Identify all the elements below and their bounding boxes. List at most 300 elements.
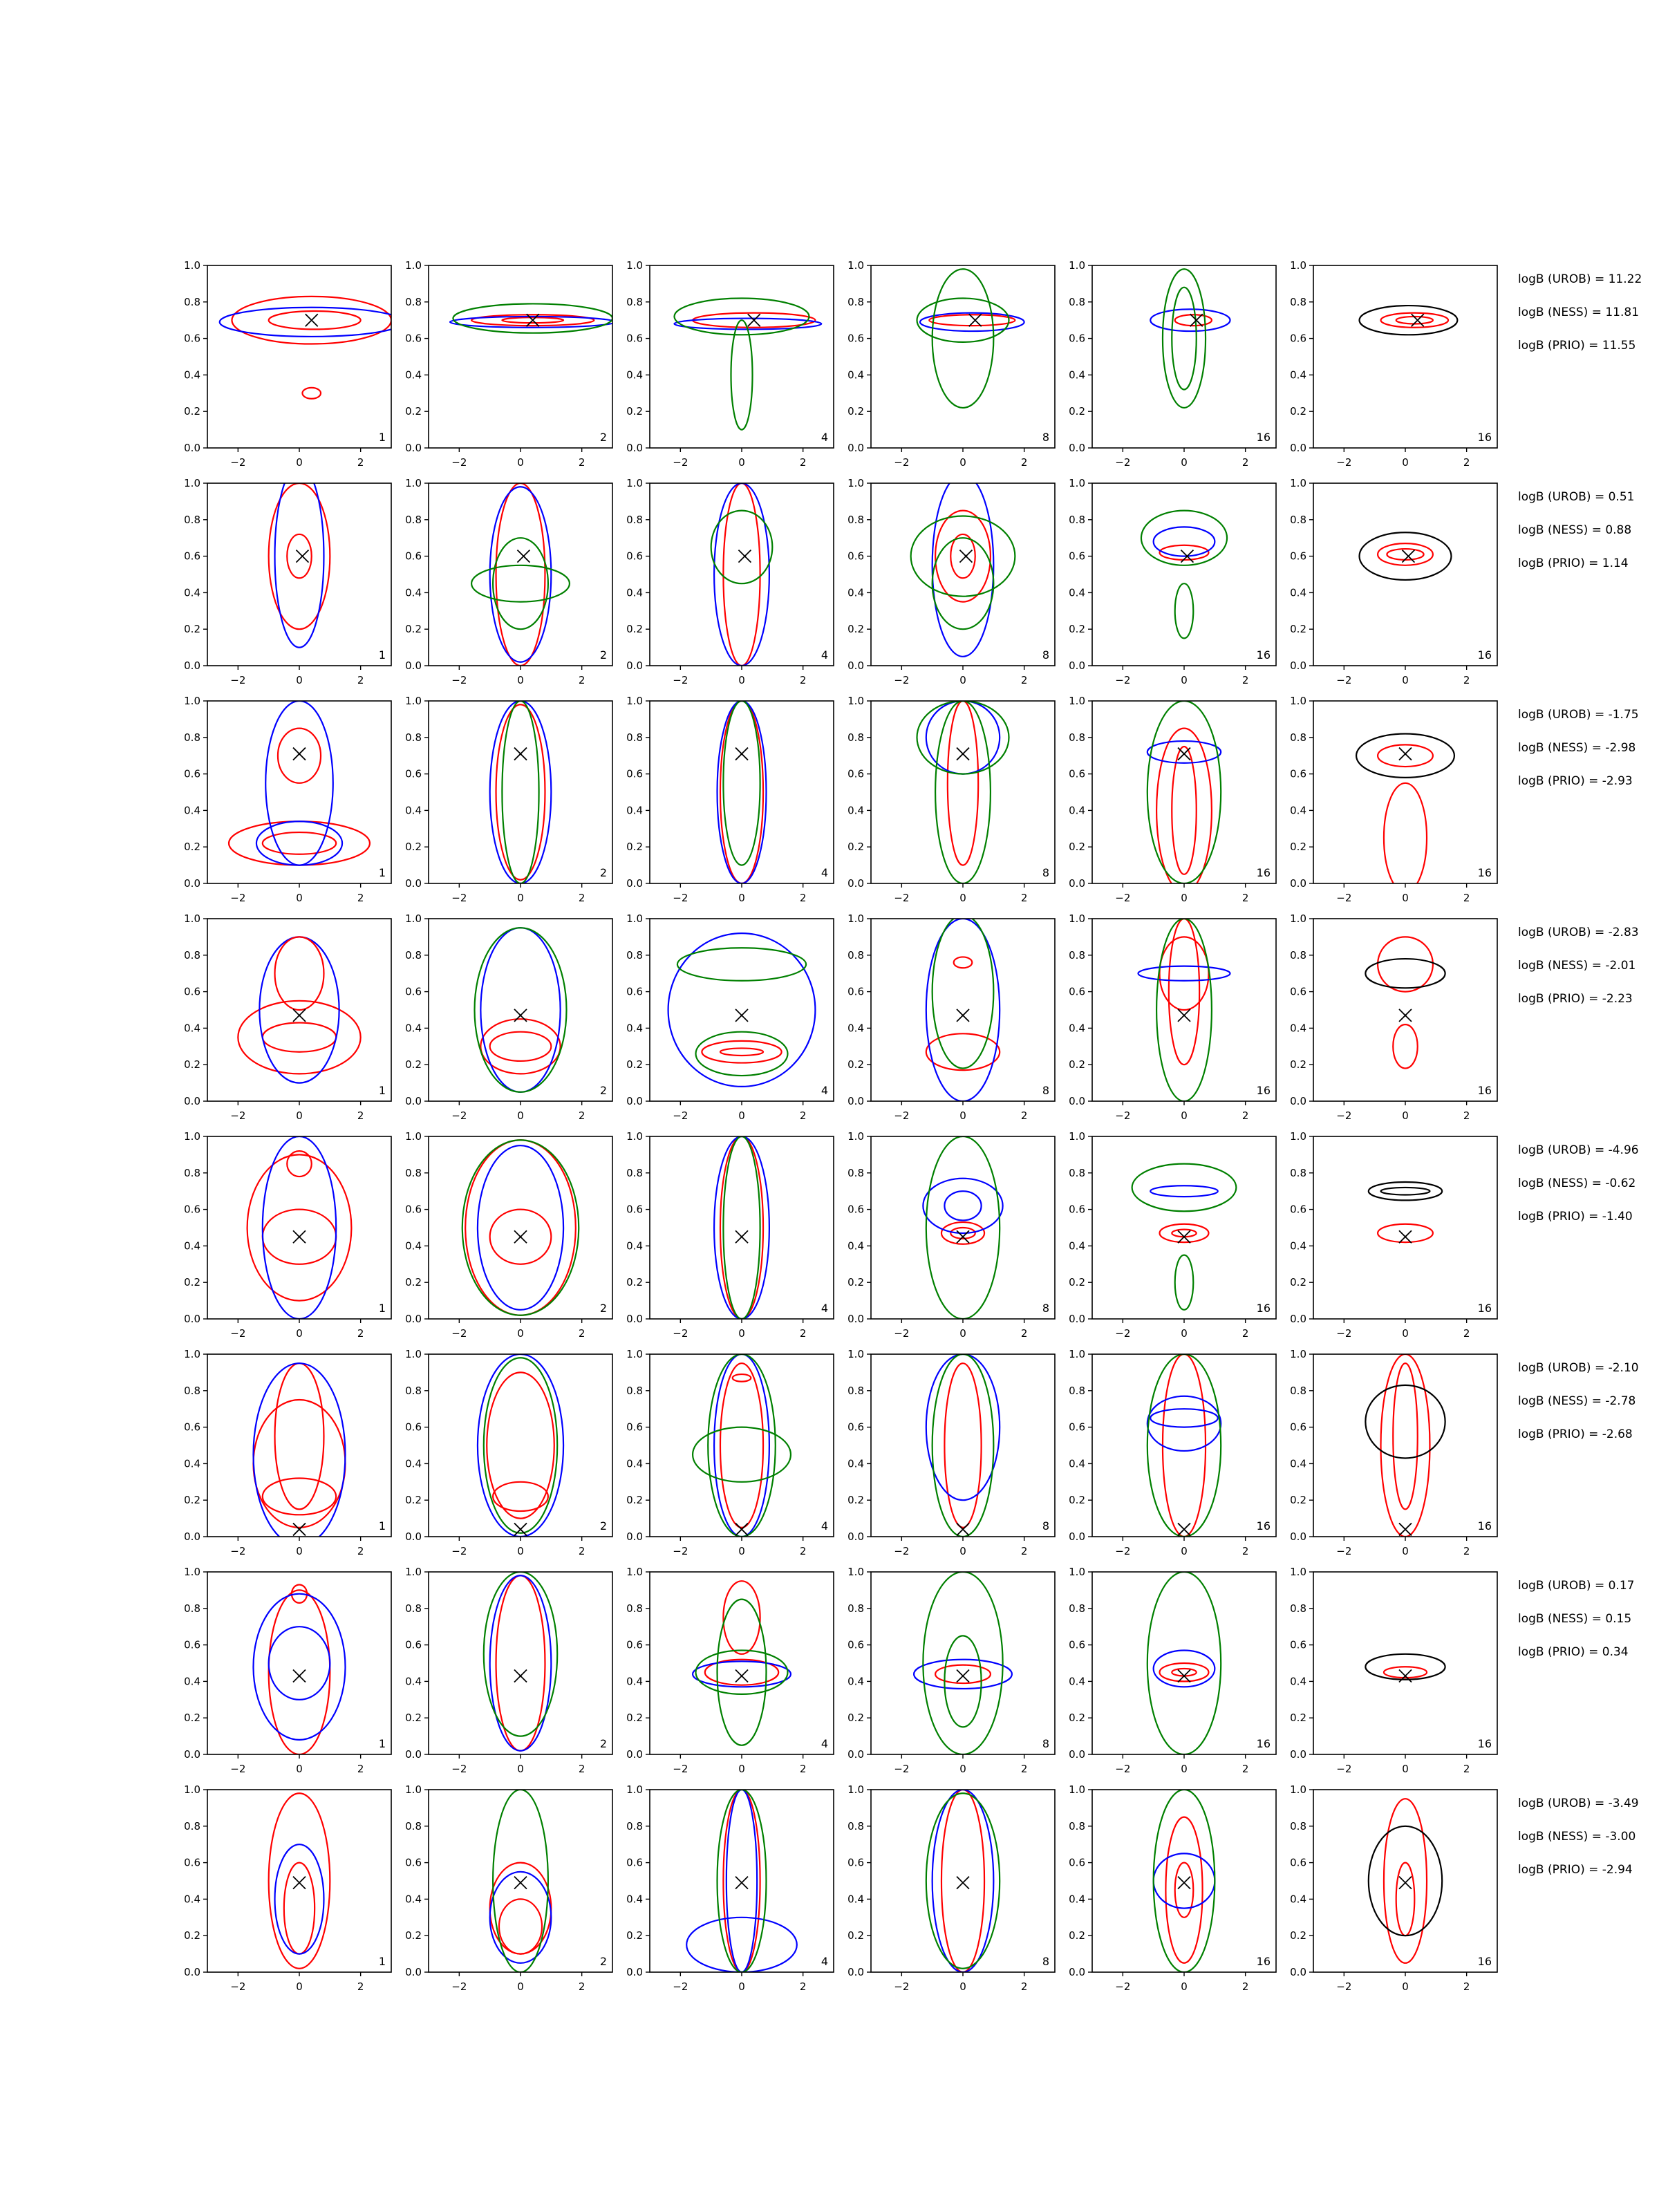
y-tick-label: 0.0 bbox=[184, 1313, 200, 1325]
y-tick-label: 1.0 bbox=[1290, 695, 1306, 707]
panel-label: 4 bbox=[821, 648, 828, 662]
panel-r2-c6 bbox=[1290, 477, 1497, 686]
panel-label: 2 bbox=[599, 1955, 607, 1968]
contour-blue-3 bbox=[478, 1354, 563, 1537]
panel-r8-c1 bbox=[184, 1783, 391, 1993]
y-tick-label: 0.2 bbox=[847, 841, 864, 854]
panel-label: 16 bbox=[1477, 648, 1492, 662]
contour-red-2 bbox=[1378, 543, 1433, 565]
x-tick-label: 2 bbox=[1463, 1545, 1470, 1557]
y-tick-label: 0.4 bbox=[847, 804, 864, 817]
y-tick-label: 0.0 bbox=[184, 659, 200, 672]
y-tick-label: 0.0 bbox=[626, 877, 643, 890]
x-tick-label: −2 bbox=[673, 1109, 688, 1122]
panel-r7-c2 bbox=[405, 1566, 612, 1775]
x-tick-label: 0 bbox=[517, 1327, 524, 1340]
logb-prio: logB (PRIO) = -2.68 bbox=[1518, 1427, 1633, 1441]
y-tick-label: 0.0 bbox=[1069, 1530, 1085, 1543]
x-tick-label: 0 bbox=[296, 892, 303, 904]
contour-blue-2 bbox=[1154, 527, 1215, 556]
x-tick-label: 0 bbox=[738, 1545, 745, 1557]
y-tick-label: 0.4 bbox=[405, 368, 422, 382]
contour-green-5 bbox=[1175, 1255, 1194, 1310]
truth-marker bbox=[293, 1877, 306, 1889]
panel-r1-c3 bbox=[626, 259, 834, 469]
y-tick-label: 0.4 bbox=[1290, 586, 1306, 599]
panel-label: 1 bbox=[378, 1519, 386, 1533]
y-tick-label: 0.4 bbox=[1069, 804, 1085, 817]
y-tick-label: 0.2 bbox=[405, 841, 422, 854]
panel-frame bbox=[650, 701, 834, 883]
contour-red-2 bbox=[720, 1048, 763, 1056]
y-tick-label: 0.0 bbox=[405, 1530, 422, 1543]
logb-ness: logB (NESS) = 0.15 bbox=[1518, 1612, 1632, 1626]
y-tick-label: 0.8 bbox=[1290, 295, 1306, 308]
y-tick-label: 0.2 bbox=[1290, 1929, 1306, 1942]
truth-marker bbox=[735, 1523, 748, 1535]
y-tick-label: 0.4 bbox=[184, 1675, 200, 1688]
y-tick-label: 0.4 bbox=[1290, 1239, 1306, 1253]
x-tick-label: 2 bbox=[357, 1763, 364, 1775]
y-tick-label: 1.0 bbox=[1290, 1348, 1306, 1360]
x-tick-label: −2 bbox=[230, 1327, 246, 1340]
x-tick-label: 0 bbox=[959, 1763, 966, 1775]
y-tick-label: 0.4 bbox=[847, 368, 864, 382]
y-tick-label: 0.4 bbox=[405, 1239, 422, 1253]
x-tick-label: −2 bbox=[451, 892, 467, 904]
panel-label: 8 bbox=[1042, 1084, 1049, 1097]
contour-red-1 bbox=[496, 483, 545, 666]
y-tick-label: 0.4 bbox=[1069, 1675, 1085, 1688]
y-tick-label: 1.0 bbox=[626, 1566, 643, 1578]
y-tick-label: 0.4 bbox=[847, 1239, 864, 1253]
y-tick-label: 0.2 bbox=[1069, 1058, 1085, 1071]
logb-ness: logB (NESS) = -0.62 bbox=[1518, 1177, 1636, 1190]
y-tick-label: 0.6 bbox=[405, 985, 422, 998]
x-tick-label: 2 bbox=[799, 674, 807, 686]
x-tick-label: −2 bbox=[1336, 1545, 1352, 1557]
y-tick-label: 0.8 bbox=[847, 1819, 864, 1833]
contour-green-3 bbox=[932, 1354, 994, 1537]
contour-red-1 bbox=[1165, 1817, 1202, 1963]
panel-label: 16 bbox=[1477, 1519, 1492, 1533]
y-tick-label: 0.6 bbox=[405, 550, 422, 563]
y-tick-label: 0.0 bbox=[626, 1313, 643, 1325]
logb-annotations-row-2 bbox=[1518, 490, 1634, 570]
x-tick-label: −2 bbox=[673, 456, 688, 469]
panel-frame bbox=[1313, 1136, 1497, 1319]
truth-marker bbox=[969, 314, 982, 326]
contour-blue-3 bbox=[1150, 1185, 1218, 1197]
contour-black-3 bbox=[1356, 734, 1454, 778]
y-tick-label: 0.8 bbox=[405, 513, 422, 526]
x-tick-label: −2 bbox=[1115, 674, 1131, 686]
x-tick-label: −2 bbox=[1336, 674, 1352, 686]
panel-frame bbox=[429, 483, 612, 666]
y-tick-label: 1.0 bbox=[626, 477, 643, 489]
y-tick-label: 1.0 bbox=[405, 1348, 422, 1360]
contour-green-4 bbox=[1172, 288, 1196, 390]
x-tick-label: 2 bbox=[578, 1980, 585, 1993]
contour-red-2 bbox=[487, 1372, 554, 1518]
x-tick-label: 2 bbox=[578, 456, 585, 469]
panel-label: 16 bbox=[1477, 1737, 1492, 1750]
panel-frame bbox=[1313, 1790, 1497, 1972]
y-tick-label: 1.0 bbox=[626, 912, 643, 925]
y-tick-label: 1.0 bbox=[1290, 912, 1306, 925]
y-tick-label: 0.6 bbox=[1069, 1203, 1085, 1216]
panel-label: 16 bbox=[1477, 1955, 1492, 1968]
x-tick-label: −2 bbox=[894, 456, 910, 469]
x-tick-label: 2 bbox=[357, 1109, 364, 1122]
y-tick-label: 0.8 bbox=[626, 1384, 643, 1397]
x-tick-label: 2 bbox=[1463, 1763, 1470, 1775]
y-tick-label: 1.0 bbox=[1290, 259, 1306, 272]
y-tick-label: 0.2 bbox=[847, 1929, 864, 1942]
x-tick-label: 2 bbox=[1020, 1327, 1028, 1340]
y-tick-label: 0.4 bbox=[1069, 1022, 1085, 1035]
y-tick-label: 0.4 bbox=[1069, 1893, 1085, 1906]
x-tick-label: −2 bbox=[1336, 1327, 1352, 1340]
panel-r2-c2 bbox=[405, 477, 612, 686]
y-tick-label: 0.0 bbox=[405, 659, 422, 672]
panel-r3-c5 bbox=[1069, 695, 1276, 904]
contour-blue-2 bbox=[926, 1354, 1000, 1500]
panel-label: 16 bbox=[1477, 1084, 1492, 1097]
x-tick-label: 2 bbox=[1020, 456, 1028, 469]
panel-label: 16 bbox=[1256, 1955, 1271, 1968]
logb-prio: logB (PRIO) = 11.55 bbox=[1518, 339, 1636, 353]
truth-marker bbox=[1399, 1230, 1412, 1243]
contour-green-3 bbox=[502, 701, 538, 883]
contour-green-3 bbox=[1163, 269, 1206, 408]
contour-red-2 bbox=[287, 534, 311, 578]
contour-black-3 bbox=[1365, 1385, 1445, 1459]
y-tick-label: 0.6 bbox=[1290, 985, 1306, 998]
x-tick-label: 2 bbox=[357, 674, 364, 686]
panel-r5-c2 bbox=[405, 1130, 612, 1340]
y-tick-label: 0.8 bbox=[184, 1819, 200, 1833]
panel-frame bbox=[429, 265, 612, 448]
contour-blue-4 bbox=[944, 1191, 981, 1220]
contour-blue-2 bbox=[490, 487, 552, 662]
y-tick-label: 0.0 bbox=[847, 659, 864, 672]
y-tick-label: 0.6 bbox=[847, 1856, 864, 1869]
panel-frame bbox=[1313, 1572, 1497, 1754]
panel-label: 1 bbox=[378, 1302, 386, 1315]
x-tick-label: 2 bbox=[1020, 1763, 1028, 1775]
truth-marker bbox=[1178, 1009, 1190, 1022]
contour-red-1 bbox=[1160, 1224, 1209, 1242]
contour-green-4 bbox=[1147, 1354, 1221, 1537]
y-tick-label: 0.4 bbox=[847, 586, 864, 599]
x-tick-label: 0 bbox=[296, 456, 303, 469]
y-tick-label: 0.6 bbox=[1290, 1203, 1306, 1216]
x-tick-label: 2 bbox=[357, 456, 364, 469]
contour-red-2 bbox=[1172, 1230, 1196, 1237]
x-tick-label: −2 bbox=[230, 1763, 246, 1775]
y-tick-label: 0.0 bbox=[1069, 877, 1085, 890]
y-tick-label: 0.4 bbox=[1290, 1457, 1306, 1470]
logb-annotations-row-7 bbox=[1518, 1579, 1634, 1659]
y-tick-label: 0.6 bbox=[184, 1638, 200, 1651]
panel-r6-c3 bbox=[626, 1348, 834, 1557]
truth-marker bbox=[959, 550, 972, 563]
y-tick-label: 0.4 bbox=[626, 1239, 643, 1253]
y-tick-label: 0.2 bbox=[1290, 1058, 1306, 1071]
x-tick-label: −2 bbox=[1336, 456, 1352, 469]
contour-red-3 bbox=[275, 1363, 324, 1509]
contour-blue-3 bbox=[275, 1844, 324, 1953]
panel-frame bbox=[650, 919, 834, 1101]
y-tick-label: 0.6 bbox=[847, 550, 864, 563]
panel-frame bbox=[207, 265, 391, 448]
x-tick-label: 0 bbox=[1402, 456, 1409, 469]
contour-red-2 bbox=[1378, 744, 1433, 767]
y-tick-label: 0.8 bbox=[405, 1384, 422, 1397]
y-tick-label: 0.2 bbox=[184, 623, 200, 636]
y-tick-label: 0.2 bbox=[405, 1929, 422, 1942]
contour-red-2 bbox=[254, 1400, 346, 1528]
y-tick-label: 0.0 bbox=[184, 442, 200, 454]
y-tick-label: 0.0 bbox=[1069, 1095, 1085, 1107]
y-tick-label: 0.2 bbox=[847, 1058, 864, 1071]
truth-marker bbox=[293, 1009, 306, 1022]
y-tick-label: 1.0 bbox=[1069, 1566, 1085, 1578]
x-tick-label: 0 bbox=[959, 1327, 966, 1340]
y-tick-label: 0.6 bbox=[405, 332, 422, 345]
x-tick-label: 2 bbox=[357, 1980, 364, 1993]
y-tick-label: 0.0 bbox=[1290, 877, 1306, 890]
y-tick-label: 0.8 bbox=[184, 1384, 200, 1397]
y-tick-label: 0.6 bbox=[1290, 332, 1306, 345]
x-tick-label: 0 bbox=[1402, 1980, 1409, 1993]
y-tick-label: 0.0 bbox=[1069, 1748, 1085, 1761]
x-tick-label: −2 bbox=[1336, 892, 1352, 904]
y-tick-label: 0.0 bbox=[405, 877, 422, 890]
contour-blue-2 bbox=[1150, 1409, 1218, 1427]
y-tick-label: 1.0 bbox=[1069, 1348, 1085, 1360]
panel-r3-c4 bbox=[847, 695, 1055, 904]
contour-red-1 bbox=[1384, 783, 1427, 892]
contour-green-3 bbox=[917, 701, 1009, 774]
y-tick-label: 0.4 bbox=[847, 1675, 864, 1688]
panel-label: 4 bbox=[821, 1519, 828, 1533]
x-tick-label: 2 bbox=[799, 456, 807, 469]
contour-green-4 bbox=[462, 1140, 579, 1315]
y-tick-label: 0.8 bbox=[847, 513, 864, 526]
y-tick-label: 0.4 bbox=[1069, 368, 1085, 382]
panel-r2-c4 bbox=[847, 474, 1055, 686]
contour-red-1 bbox=[941, 1790, 984, 1972]
contour-blue-2 bbox=[490, 701, 552, 883]
y-tick-label: 0.0 bbox=[184, 1748, 200, 1761]
y-tick-label: 0.6 bbox=[847, 1638, 864, 1651]
y-tick-label: 0.6 bbox=[626, 550, 643, 563]
panel-r2-c3 bbox=[626, 477, 834, 686]
y-tick-label: 1.0 bbox=[847, 477, 864, 489]
y-tick-label: 1.0 bbox=[405, 695, 422, 707]
panel-r1-c4 bbox=[847, 259, 1055, 469]
x-tick-label: −2 bbox=[673, 892, 688, 904]
y-tick-label: 0.0 bbox=[1290, 1748, 1306, 1761]
y-tick-label: 0.6 bbox=[626, 1421, 643, 1434]
x-tick-label: −2 bbox=[230, 1545, 246, 1557]
y-tick-label: 0.6 bbox=[184, 1203, 200, 1216]
panel-frame bbox=[1313, 701, 1497, 883]
truth-marker bbox=[293, 1523, 306, 1535]
y-tick-label: 0.0 bbox=[1290, 1966, 1306, 1978]
y-tick-label: 0.2 bbox=[1069, 841, 1085, 854]
x-tick-label: 0 bbox=[517, 1763, 524, 1775]
x-tick-label: 2 bbox=[1463, 1980, 1470, 1993]
panel-r8-c4 bbox=[847, 1783, 1055, 1993]
contour-blue-5 bbox=[256, 821, 342, 865]
y-tick-label: 0.8 bbox=[1290, 1166, 1306, 1179]
x-tick-label: −2 bbox=[451, 1980, 467, 1993]
y-tick-label: 0.2 bbox=[405, 1494, 422, 1507]
contour-red-2 bbox=[284, 1863, 315, 1954]
panel-r7-c3 bbox=[626, 1566, 834, 1775]
y-tick-label: 0.4 bbox=[626, 368, 643, 382]
truth-marker bbox=[748, 314, 760, 326]
x-tick-label: 0 bbox=[959, 456, 966, 469]
x-tick-label: 0 bbox=[959, 1545, 966, 1557]
y-tick-label: 0.6 bbox=[1290, 1856, 1306, 1869]
truth-marker bbox=[1178, 748, 1190, 760]
panel-r5-c4 bbox=[847, 1130, 1055, 1340]
panel-label: 2 bbox=[599, 1302, 607, 1315]
y-tick-label: 0.4 bbox=[1069, 1239, 1085, 1253]
contour-blue-3 bbox=[275, 465, 324, 648]
y-tick-label: 1.0 bbox=[184, 259, 200, 272]
y-tick-label: 0.4 bbox=[626, 1675, 643, 1688]
x-tick-label: −2 bbox=[894, 1109, 910, 1122]
truth-marker bbox=[293, 1230, 306, 1243]
y-tick-label: 0.8 bbox=[1069, 1384, 1085, 1397]
truth-marker bbox=[735, 748, 748, 760]
y-tick-label: 0.8 bbox=[847, 731, 864, 744]
truth-marker bbox=[957, 748, 969, 760]
panel-label: 16 bbox=[1256, 1737, 1271, 1750]
x-tick-label: 2 bbox=[1020, 674, 1028, 686]
contour-red-2 bbox=[1381, 313, 1449, 328]
contour-green-3 bbox=[926, 1793, 1000, 1968]
panel-r5-c1 bbox=[184, 1130, 391, 1340]
y-tick-label: 0.2 bbox=[184, 405, 200, 418]
y-tick-label: 0.0 bbox=[626, 1966, 643, 1978]
y-tick-label: 1.0 bbox=[184, 477, 200, 489]
y-tick-label: 0.4 bbox=[626, 804, 643, 817]
y-tick-label: 1.0 bbox=[184, 1783, 200, 1796]
y-tick-label: 0.6 bbox=[1069, 985, 1085, 998]
panel-r7-c5 bbox=[1069, 1566, 1276, 1775]
contour-blue-3 bbox=[1138, 966, 1230, 981]
y-tick-label: 0.6 bbox=[847, 332, 864, 345]
y-tick-label: 0.2 bbox=[847, 1494, 864, 1507]
contour-red-1 bbox=[496, 704, 545, 879]
truth-marker bbox=[735, 1877, 748, 1889]
y-tick-label: 0.8 bbox=[847, 1602, 864, 1615]
panel-frame bbox=[871, 1790, 1055, 1972]
y-tick-label: 0.8 bbox=[1069, 1819, 1085, 1833]
logb-urob: logB (UROB) = -1.75 bbox=[1518, 708, 1639, 722]
y-tick-label: 0.8 bbox=[184, 295, 200, 308]
x-tick-label: 0 bbox=[738, 456, 745, 469]
panel-label: 1 bbox=[378, 648, 386, 662]
panel-r8-c5 bbox=[1069, 1783, 1276, 1993]
y-tick-label: 0.6 bbox=[1069, 550, 1085, 563]
y-tick-label: 0.0 bbox=[847, 442, 864, 454]
contour-red-1 bbox=[720, 1363, 763, 1528]
y-tick-label: 0.2 bbox=[1290, 1712, 1306, 1725]
truth-marker bbox=[957, 1009, 969, 1022]
y-tick-label: 0.4 bbox=[405, 1457, 422, 1470]
y-tick-label: 0.6 bbox=[184, 550, 200, 563]
y-tick-label: 0.2 bbox=[1290, 623, 1306, 636]
logb-urob: logB (UROB) = -2.10 bbox=[1518, 1361, 1639, 1375]
panel-label: 1 bbox=[378, 1737, 386, 1750]
truth-marker bbox=[735, 1009, 748, 1022]
truth-marker bbox=[1399, 1523, 1412, 1535]
y-tick-label: 0.4 bbox=[1290, 804, 1306, 817]
x-tick-label: 2 bbox=[357, 892, 364, 904]
logb-annotations-row-5 bbox=[1518, 1143, 1639, 1224]
x-tick-label: 0 bbox=[1402, 1763, 1409, 1775]
panel-label: 1 bbox=[378, 431, 386, 444]
y-tick-label: 0.2 bbox=[626, 841, 643, 854]
panel-label: 16 bbox=[1256, 1519, 1271, 1533]
contour-blue-3 bbox=[490, 1872, 552, 1963]
contour-red-2 bbox=[1396, 1863, 1415, 1936]
x-tick-label: 2 bbox=[578, 892, 585, 904]
contour-red-2 bbox=[1172, 747, 1196, 874]
y-tick-label: 1.0 bbox=[1069, 1783, 1085, 1796]
y-tick-label: 0.2 bbox=[626, 623, 643, 636]
contour-green-5 bbox=[696, 1032, 788, 1076]
x-tick-label: −2 bbox=[230, 892, 246, 904]
panel-label: 16 bbox=[1477, 431, 1492, 444]
y-tick-label: 0.6 bbox=[626, 1638, 643, 1651]
contour-red-1 bbox=[1378, 1224, 1433, 1242]
y-tick-label: 0.2 bbox=[847, 1276, 864, 1289]
panel-frame bbox=[429, 1790, 612, 1972]
panel-label: 16 bbox=[1256, 866, 1271, 879]
y-tick-label: 0.4 bbox=[1290, 368, 1306, 382]
panel-frame bbox=[207, 1790, 391, 1972]
x-tick-label: 0 bbox=[1402, 674, 1409, 686]
truth-marker bbox=[1399, 1877, 1412, 1889]
panel-frame bbox=[650, 1790, 834, 1972]
panel-frame bbox=[1313, 265, 1497, 448]
y-tick-label: 0.0 bbox=[405, 1095, 422, 1107]
x-tick-label: 2 bbox=[799, 1109, 807, 1122]
y-tick-label: 0.2 bbox=[1290, 1494, 1306, 1507]
contour-blue-2 bbox=[714, 1136, 769, 1319]
x-tick-label: 0 bbox=[517, 1109, 524, 1122]
x-tick-label: 0 bbox=[296, 674, 303, 686]
panel-label: 4 bbox=[821, 1955, 828, 1968]
logb-prio: logB (PRIO) = -1.40 bbox=[1518, 1210, 1633, 1224]
y-tick-label: 0.2 bbox=[626, 1276, 643, 1289]
panel-frame bbox=[1092, 1354, 1276, 1537]
truth-marker bbox=[514, 748, 527, 760]
panel-r3-c3 bbox=[626, 695, 834, 904]
y-tick-label: 0.8 bbox=[184, 948, 200, 962]
y-tick-label: 0.4 bbox=[626, 586, 643, 599]
y-tick-label: 0.6 bbox=[1290, 550, 1306, 563]
y-tick-label: 0.0 bbox=[1069, 442, 1085, 454]
